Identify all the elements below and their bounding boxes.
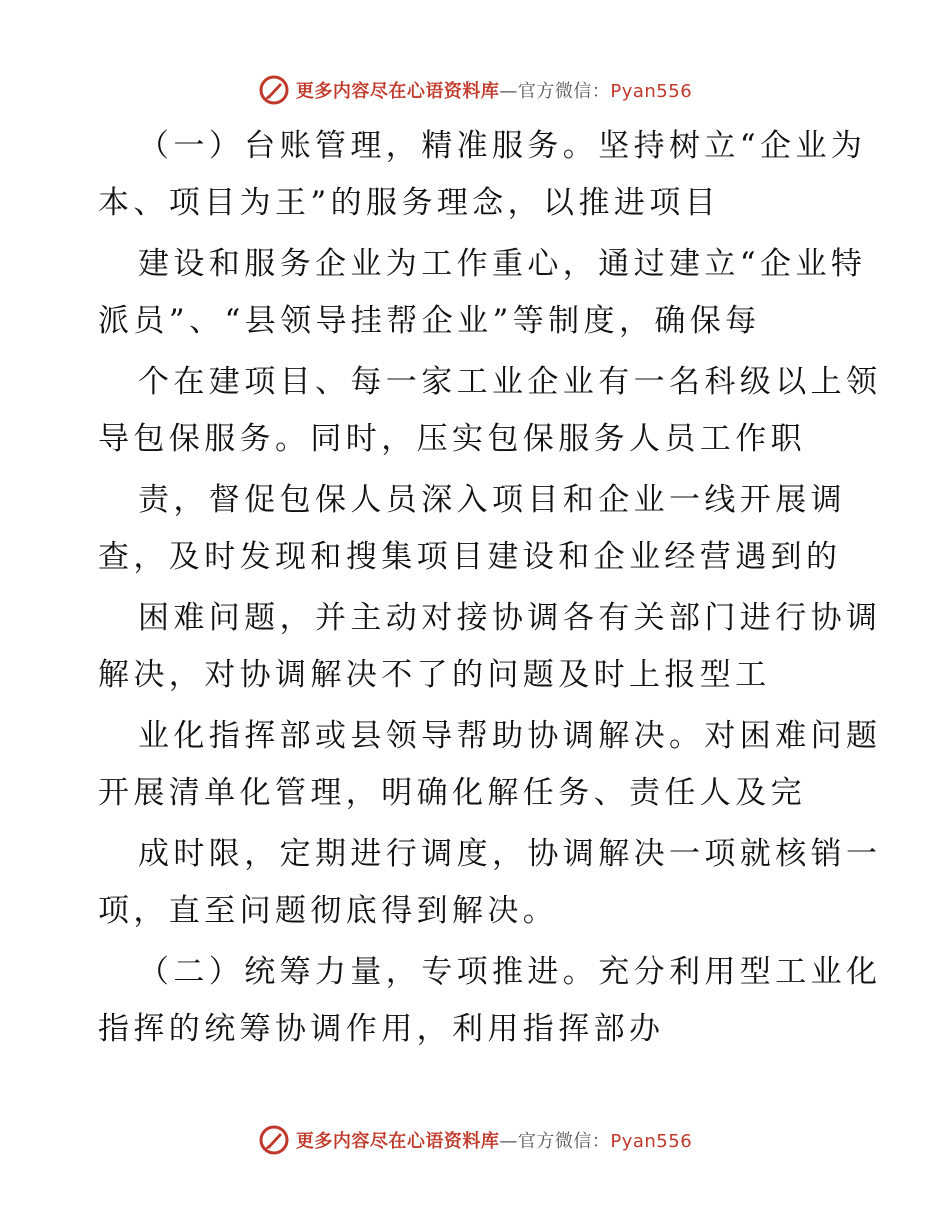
watermark-separator: — bbox=[499, 1131, 518, 1152]
body-line: （一）台账管理，精准服务。坚持树立“企业为 bbox=[138, 128, 867, 164]
body-line: 建设和服务企业为工作重心，通过建立“企业特 bbox=[138, 246, 867, 282]
body-line: 指挥的统筹协调作用，利用指挥部办 bbox=[98, 1011, 665, 1047]
watermark-banner-bottom bbox=[0, 1120, 950, 1160]
body-line: 解决，对协调解决不了的问题及时上报型工 bbox=[98, 657, 771, 693]
quill-logo-icon bbox=[258, 74, 290, 106]
body-line: 成时限，定期进行调度，协调解决一项就核销一 bbox=[138, 836, 882, 872]
body-line: 导包保服务。同时，压实包保服务人员工作职 bbox=[98, 421, 806, 457]
body-line: 个在建项目、每一家工业企业有一名科级以上领 bbox=[138, 364, 882, 400]
body-line: 责，督促包保人员深入项目和企业一线开展调 bbox=[138, 482, 846, 518]
watermark-wechat-label: 官方微信： bbox=[517, 81, 611, 102]
body-line: 困难问题，并主动对接协调各有关部门进行协调 bbox=[138, 600, 882, 636]
body-line: 本、项目为王”的服务理念，以推进项目 bbox=[98, 185, 721, 221]
body-line: 项，直至问题彻底得到解决。 bbox=[98, 893, 559, 929]
body-line: 派员”、“县领导挂帮企业”等制度，确保每 bbox=[98, 303, 761, 339]
watermark-wechat-id: Pyan556 bbox=[610, 81, 693, 102]
watermark-wechat-id: Pyan556 bbox=[610, 1131, 693, 1152]
body-line: （二）统筹力量，专项推进。充分利用型工业化 bbox=[138, 954, 882, 990]
watermark-brand: 更多内容尽在心语资料库 bbox=[295, 81, 500, 102]
body-line: 查，及时发现和搜集项目建设和企业经营遇到的 bbox=[98, 539, 842, 575]
body-line: 开展清单化管理，明确化解任务、责任人及完 bbox=[98, 775, 806, 811]
watermark-separator: — bbox=[499, 81, 518, 102]
watermark-banner-top bbox=[0, 70, 950, 110]
watermark-text bbox=[296, 77, 692, 103]
body-line: 业化指挥部或县领导帮助协调解决。对困难问题 bbox=[138, 718, 882, 754]
watermark-wechat-label: 官方微信： bbox=[517, 1131, 611, 1152]
watermark-brand: 更多内容尽在心语资料库 bbox=[295, 1131, 500, 1152]
watermark-text bbox=[296, 1127, 692, 1153]
quill-logo-icon bbox=[258, 1124, 290, 1156]
